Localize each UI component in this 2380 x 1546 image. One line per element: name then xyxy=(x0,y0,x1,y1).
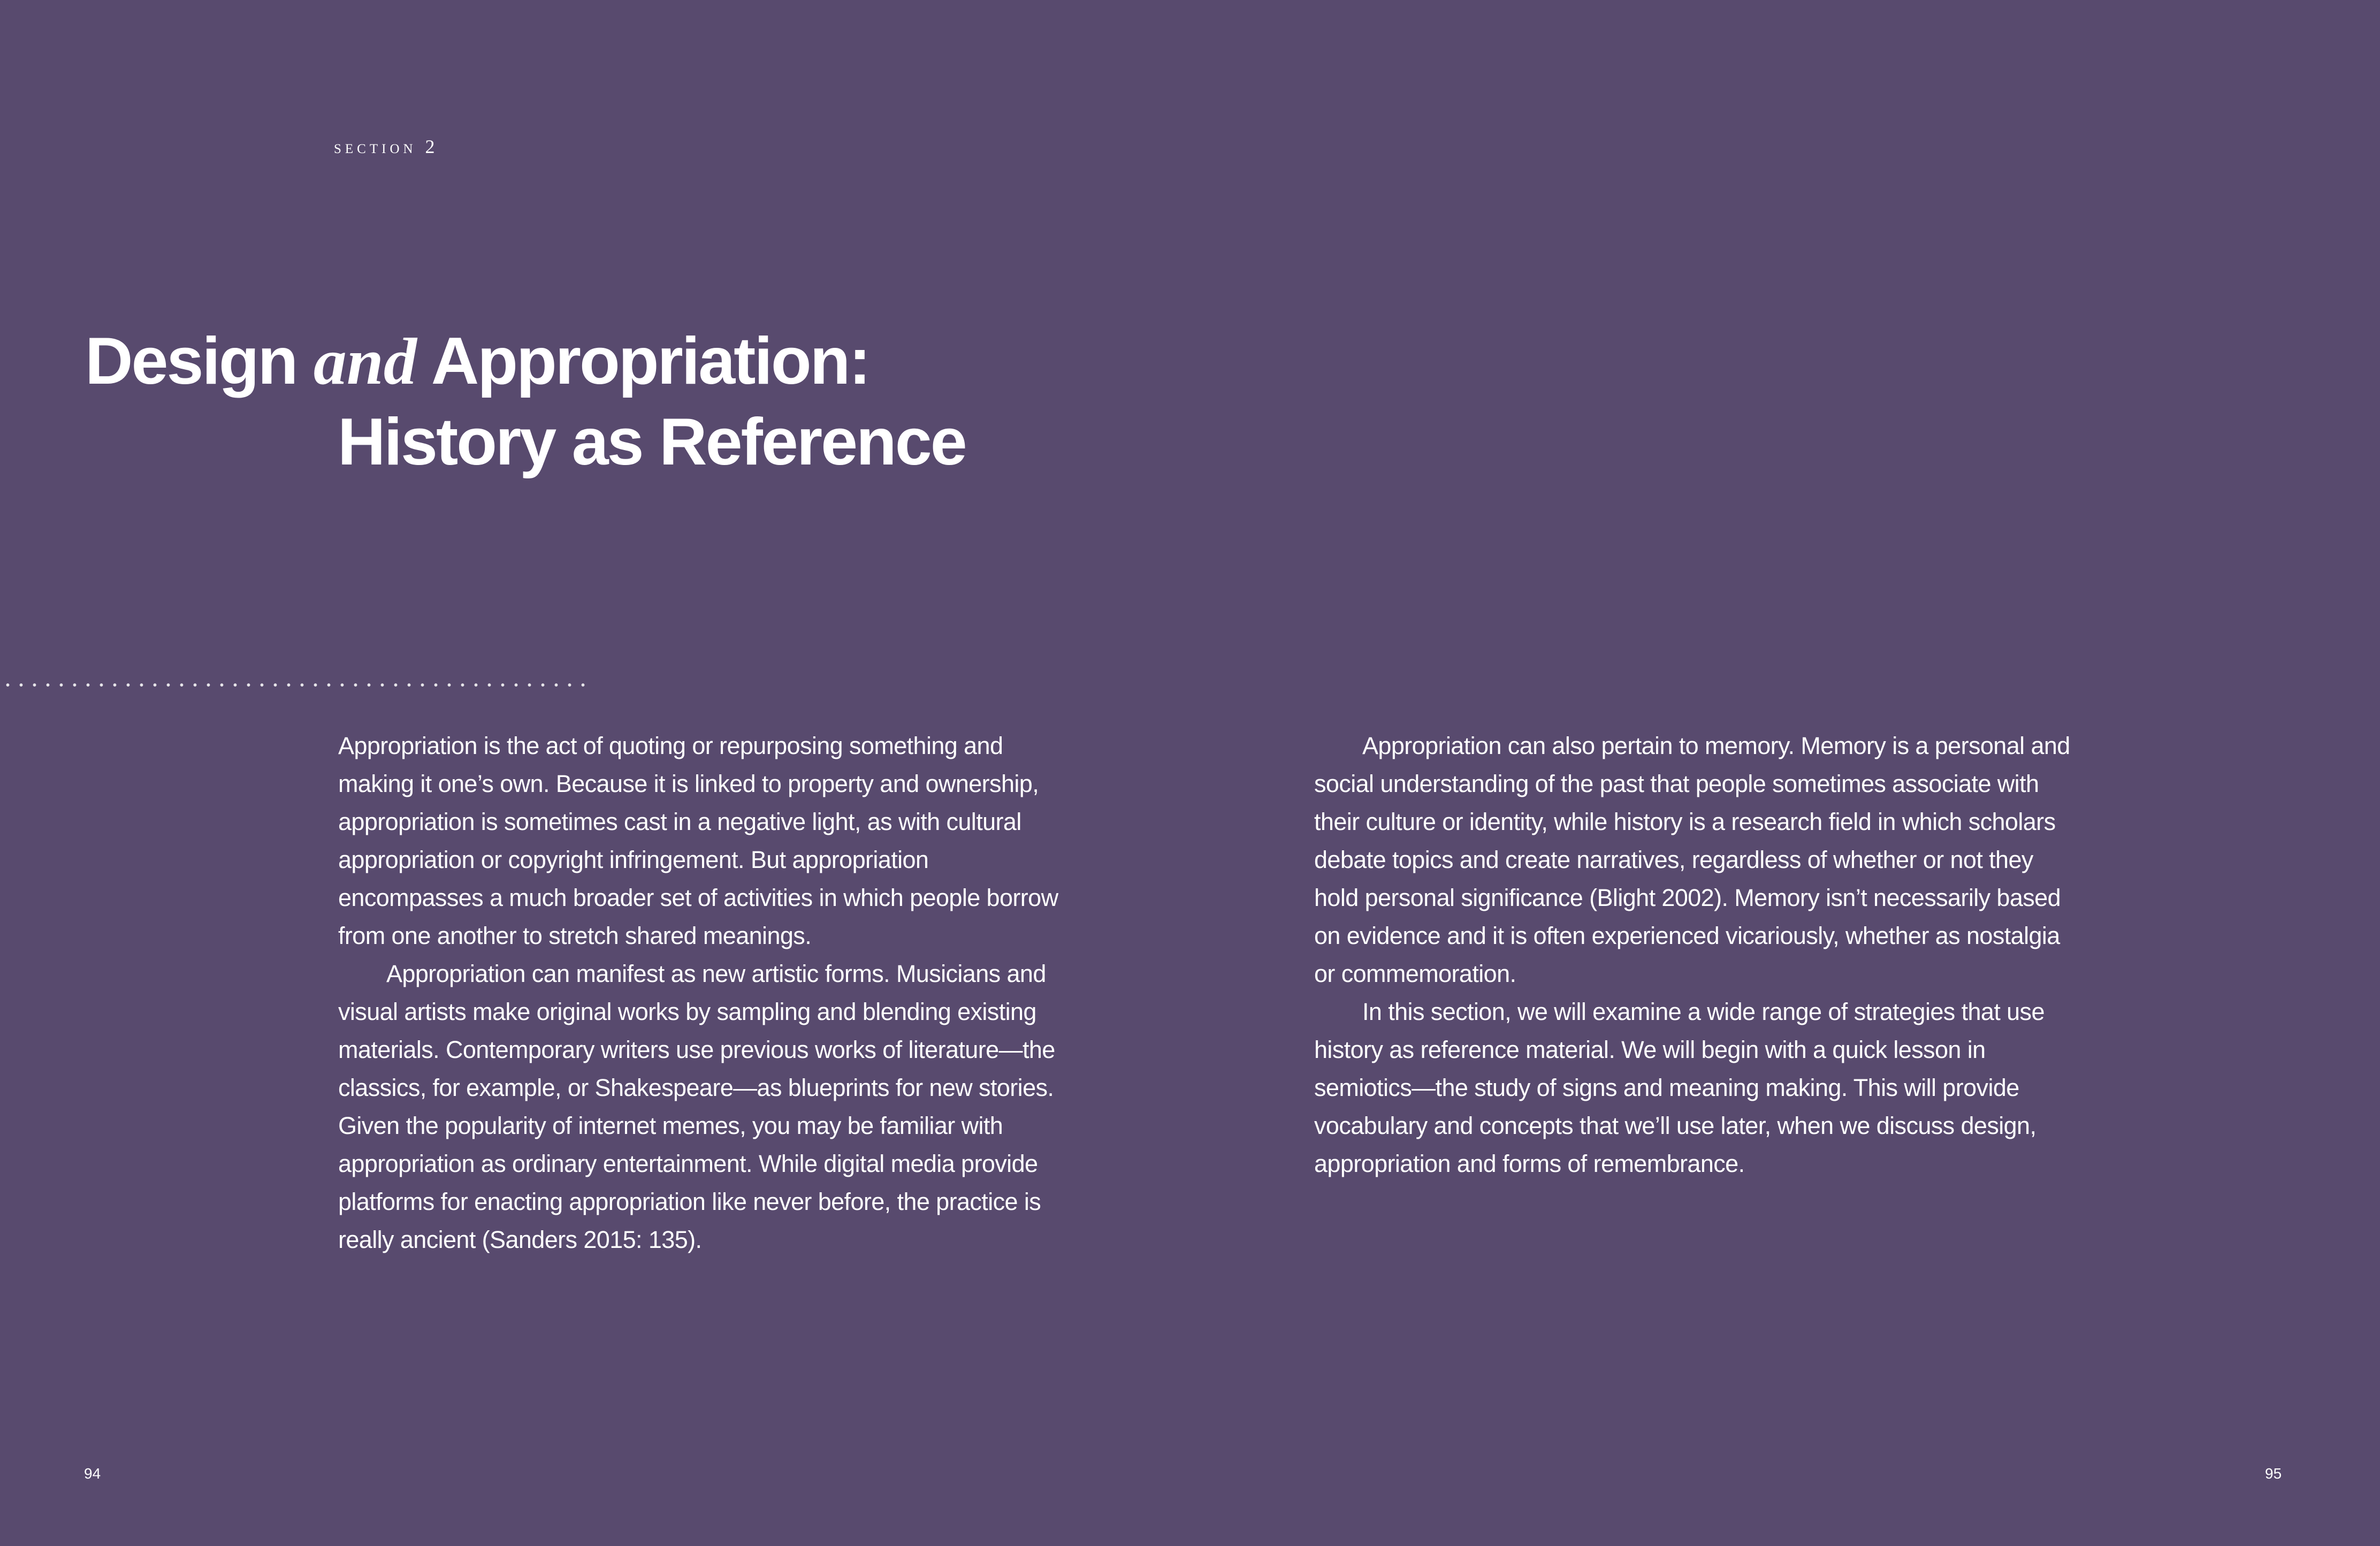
title-line-2: History as Reference xyxy=(338,405,966,479)
left-paragraph-1: Appropriation is the act of quoting or repurposing something and making it one’s own. Because it is linked to property and ownership, appropriation is sometimes cast in a negative light, as with cultural appropriation or copyright infringement. But appropriation encompasses a much broader set of activities in which people borrow from one another to stretch shared meanings. xyxy=(338,732,1058,949)
page-title xyxy=(85,321,1369,482)
section-label: section 2 xyxy=(334,136,439,157)
page-number-right: 95 xyxy=(2265,1465,2282,1482)
title-part-2: Appropriation: xyxy=(431,324,869,398)
right-paragraph-1: Appropriation can also pertain to memory. Memory is a personal and social understanding of the past that people sometimes associate with their culture or identity, while history is a research field in which scholars debate topics and create narratives, regardless of whether or not they hold personal significance (Blight 2002). Memory isn’t necessarily based on evidence and it is often experienced vicariously, whether as nostalgia or commemoration. xyxy=(1314,732,2070,987)
right-column xyxy=(1314,727,2074,1183)
dotted-divider xyxy=(0,683,589,687)
page-number-left: 94 xyxy=(84,1465,101,1482)
title-line-1 xyxy=(85,321,1369,402)
title-part-1: Design xyxy=(85,324,297,398)
left-paragraph-2: Appropriation can manifest as new artistic forms. Musicians and visual artists make original works by sampling and blending existing materials. Contemporary writers use previous works of literature—the classics, for example, or Shakespeare—as blueprints for new stories. Given the popularity of internet memes, you may be familiar with appropriation as ordinary entertainment. While digital media provide platforms for enacting appropriation like never before, the practice is really ancient (Sanders 2015: 135). xyxy=(338,960,1055,1253)
right-paragraph-2: In this section, we will examine a wide range of strategies that use history as reference material. We will begin with a quick lesson in semiotics—the study of signs and meaning making. This will provide vocabulary and concepts that we’ll use later, when we discuss design, appropriation and forms of remembrance. xyxy=(1314,998,2045,1177)
title-conjunction: and xyxy=(313,325,417,398)
left-column xyxy=(338,727,1077,1259)
